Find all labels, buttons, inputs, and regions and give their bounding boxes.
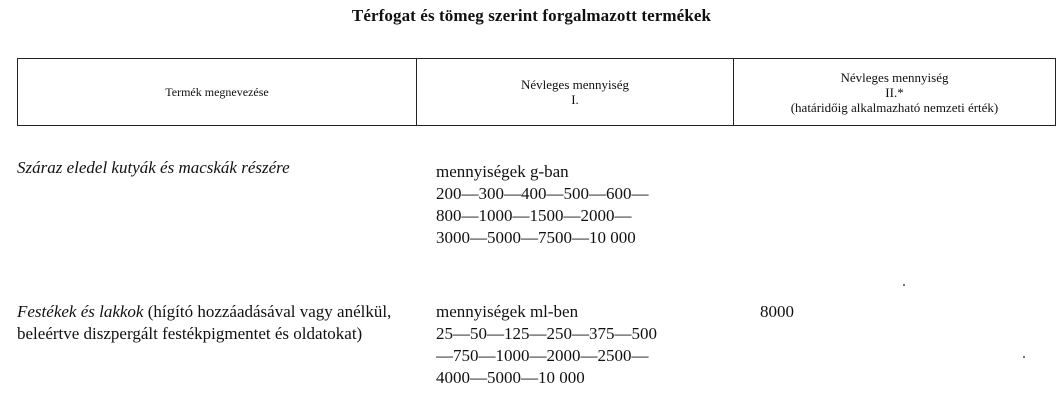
quantity-line: —750—1000—2000—2500— <box>436 346 649 365</box>
scan-speck <box>1023 356 1025 358</box>
header-col3-line3: (határidőig alkalmazható nemzeti érték) <box>790 99 999 115</box>
header-nominal-quantity-2 <box>733 59 1055 125</box>
product-name-italic: Festékek és lakkok <box>17 302 144 321</box>
table-row-product-name <box>17 157 417 179</box>
quantity-line: 25—50—125—250—375—500 <box>436 324 657 343</box>
quantity-line: 4000—5000—10 000 <box>436 368 585 387</box>
table-row-product-name <box>17 301 412 345</box>
quantity-line: 200—300—400—500—600— <box>436 184 649 203</box>
quantity-unit: mennyiségek g-ban <box>436 162 569 181</box>
scan-speck <box>903 284 905 286</box>
quantity-unit: mennyiségek ml-ben <box>436 302 579 321</box>
header-col2-line2: I. <box>571 92 579 107</box>
product-name-rest: (hígító hozzáadásával vagy anélkül, beleértve diszpergált festékpigmentet és oldatokat) <box>17 302 392 343</box>
page-title: Térfogat és tömeg szerint forgalmazott termékek <box>351 6 712 25</box>
header-product-name <box>18 59 416 125</box>
header-col2-line1: Névleges mennyiség <box>521 77 629 92</box>
national-value: 8000 <box>760 302 794 321</box>
table-header <box>17 58 1056 126</box>
header-product-name-label: Termék megnevezése <box>165 84 269 99</box>
table-row-quantities <box>436 301 736 389</box>
quantity-line: 3000—5000—7500—10 000 <box>436 228 636 247</box>
table-row-quantities <box>436 161 736 249</box>
quantity-line: 800—1000—1500—2000— <box>436 206 632 225</box>
header-col3-line1: Névleges mennyiség <box>840 69 949 85</box>
header-col3-line2: II.* <box>885 84 904 100</box>
header-nominal-quantity-1 <box>416 59 733 125</box>
product-name-italic: Száraz eledel kutyák és macskák részére <box>17 158 290 177</box>
